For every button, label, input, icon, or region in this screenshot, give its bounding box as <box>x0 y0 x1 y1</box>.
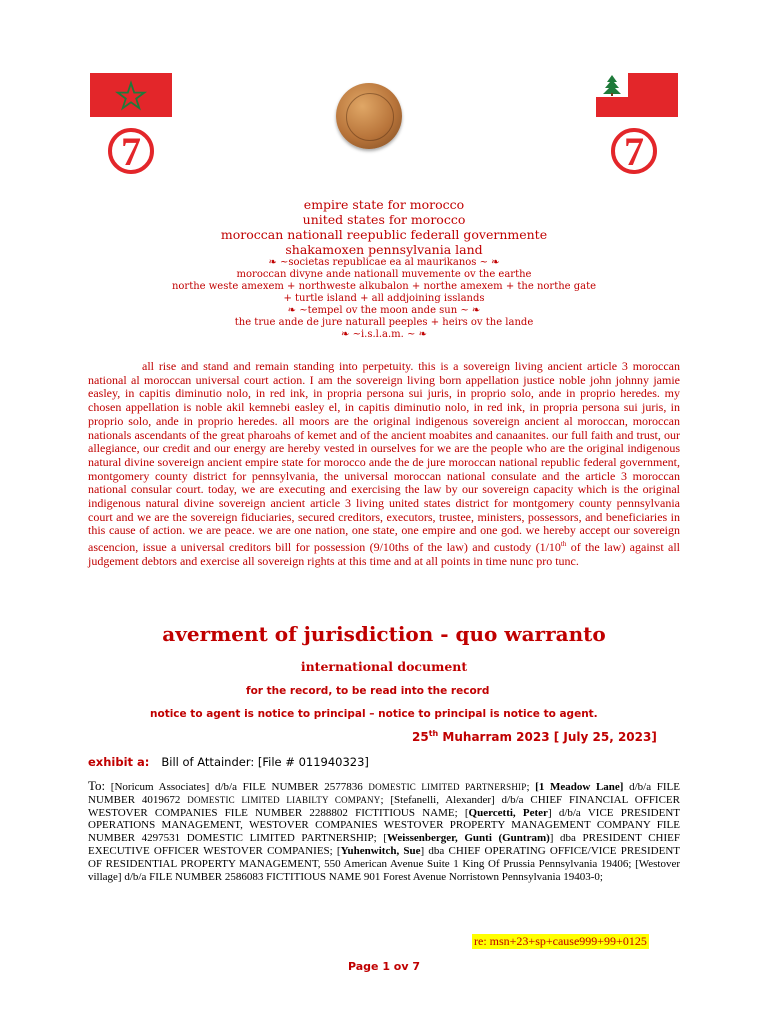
to-text: DOMESTIC LIMITED PARTNERSHIP <box>368 782 527 792</box>
document-title: averment of jurisdiction - quo warranto <box>162 622 606 646</box>
body-text-end: of the law) against all judgement debtors and exercise all sovereign rights at this time and at all points in time nunc pro tunc. <box>88 540 680 568</box>
date-rest: Muharram 2023 [ July 25, 2023] <box>438 730 657 744</box>
to-text-bold: [1 Meadow Lane] <box>535 781 624 793</box>
coin-emblem <box>336 83 402 149</box>
to-text: d/b/a FILE NUMBER 4019672 <box>88 781 680 806</box>
exhibit-label: exhibit a: <box>88 755 150 769</box>
coin-inner-ring <box>346 93 394 141</box>
page-footer: Page 1 ov 7 <box>347 960 421 973</box>
to-text-bold: Quercetti, Peter <box>468 806 548 819</box>
to-text: DOMESTIC LIMITED LIABILTY COMPANY <box>187 794 381 805</box>
to-text: ] d/b/a VICE PRESIDENT OPERATIONS MANAGEMENT, WESTOVER COMPANIES WESTOVER PROPERTY MANAGEMENT COMPANY FILE NUMBER 4297531 DOMESTIC LIMITED PARTNERSHIP; [ <box>88 806 680 845</box>
to-text: ; [Stefanelli, Alexander] d/b/a CHIEF FINANCIAL OFFICER WESTOVER COMPANIES FILE NUMBER 2288802 FICTITIOUS NAME; [ <box>88 793 680 819</box>
heading-line: united states for morocco <box>302 212 466 227</box>
notice-line: notice to agent is notice to principal – notice to principal is notice to agent. <box>150 708 598 720</box>
cedar-tree-icon <box>596 73 628 97</box>
to-text: ; <box>526 781 536 793</box>
date-day: 25 <box>412 730 429 744</box>
heading-line: ❧ ~societas republicae ea al maurikanos ~ ❧ <box>268 257 500 268</box>
badge-seven-left: 7 <box>108 128 154 174</box>
heading-line: + turtle island + all addjoining isslands <box>283 293 485 304</box>
document-subtitle: international document <box>300 659 468 674</box>
tree-flag <box>596 73 678 117</box>
flag-canton <box>596 73 628 97</box>
body-superscript: th <box>560 540 567 549</box>
exhibit-text: Bill of Attainder: [File # 011940323] <box>161 755 369 769</box>
recipients-block <box>88 780 680 883</box>
to-text: ] dba PRESIDENT CHIEF EXECUTIVE OFFICER WESTOVER COMPANIES; [ <box>88 832 680 857</box>
heading-line: shakamoxen pennsylvania land <box>285 242 483 257</box>
heading-block <box>100 197 668 341</box>
heading-line: ❧ ~i.s.l.a.m. ~ ❧ <box>341 329 427 340</box>
to-label: To: <box>88 778 106 793</box>
to-text-bold: Weissenberger, Gunti (Guntram) <box>386 832 550 845</box>
date-sup: th <box>428 729 439 738</box>
to-text-bold: Yuhenwitch, Sue <box>340 844 421 857</box>
heading-line: moroccan divyne ande nationall muvemente ov the earthe <box>236 269 532 280</box>
heading-line: moroccan nationall reepublic federall governmente <box>220 227 548 242</box>
body-paragraph <box>88 360 680 569</box>
date-line <box>412 729 657 744</box>
moroccan-flag <box>90 73 172 117</box>
record-line: for the record, to be read into the record <box>246 685 490 697</box>
to-text: [Noricum Associates] d/b/a FILE NUMBER 2577836 <box>105 781 369 793</box>
heading-line: the true ande de jure naturall peeples + heirs ov the lande <box>234 317 534 328</box>
body-text: all rise and stand and remain standing into perpetuity. this is a sovereign living ancient article 3 moroccan national al moroccan universal court action. I am the sovereign living born appellation justice noble john johnny jamie easley, in capitis diminutio nolo, in red ink, in propria persona sui juris, in proprio solo, ande in proprio heredes. my chosen appellation is noble akil kemnebi easley el, in capitis diminutio nolo, in red ink, in propria persona sui juris, in proprio solo, ande in proprio heredes. all moors are the original indigenous sovereign ancient al moroccan, moroccan nationals ascendants of the great pharoahs of kemet and of the ancient moabites and canaanites. our full faith and trust, our allegiance, our credit and our energy are hereby vested in ourselves for we are the people who are the original indigenous natural divine sovereign ancient empire state for morocco ande the de jure moroccan national republic federal government, montgomery county district for pennsylvania, the universal moroccan national consulate and the article 3 moroccan national consular court. today, we are executing and exercising the law by our sovereign capacity which is the original indigenous natural divine sovereign ancient article 3 living united states district for montgomery county pennsylvania court and we are the sovereign fiduciaries, secured creditors, executors, trustee, ministers, possessors, and beneficiaries in this cause of action. we are peace. we are one nation, one state, one empire and one god. we hereby accept our sovereign ascencion, issue a universal creditors bill for possession (9/10ths of the law) and custody (1/10 <box>88 359 680 555</box>
moroccan-star-icon <box>90 73 172 117</box>
reference-line: re: msn+23+sp+cause999+99+0125 <box>474 934 647 948</box>
badge-seven-right: 7 <box>611 128 657 174</box>
heading-line: empire state for morocco <box>303 197 465 212</box>
heading-line: ❧ ~tempel ov the moon ande sun ~ ❧ <box>287 305 481 316</box>
heading-line: northe weste amexem + northweste alkubalon + northe amexem + the northe gate <box>171 281 597 292</box>
exhibit-line <box>88 755 369 769</box>
to-text: ] dba CHIEF OPERATING OFFICE/VICE PRESIDENT OF RESIDENTIAL PROPERTY MANAGEMENT, 550 American Avenue Suite 1 King Of Prussia Pennsylvania 19406; [Westover village] d/b/a FILE NUMBER 2586083 FICTITIOUS NAME 901 Forest Avenue Norristown Pennsylvania 19403-0; <box>88 844 681 883</box>
